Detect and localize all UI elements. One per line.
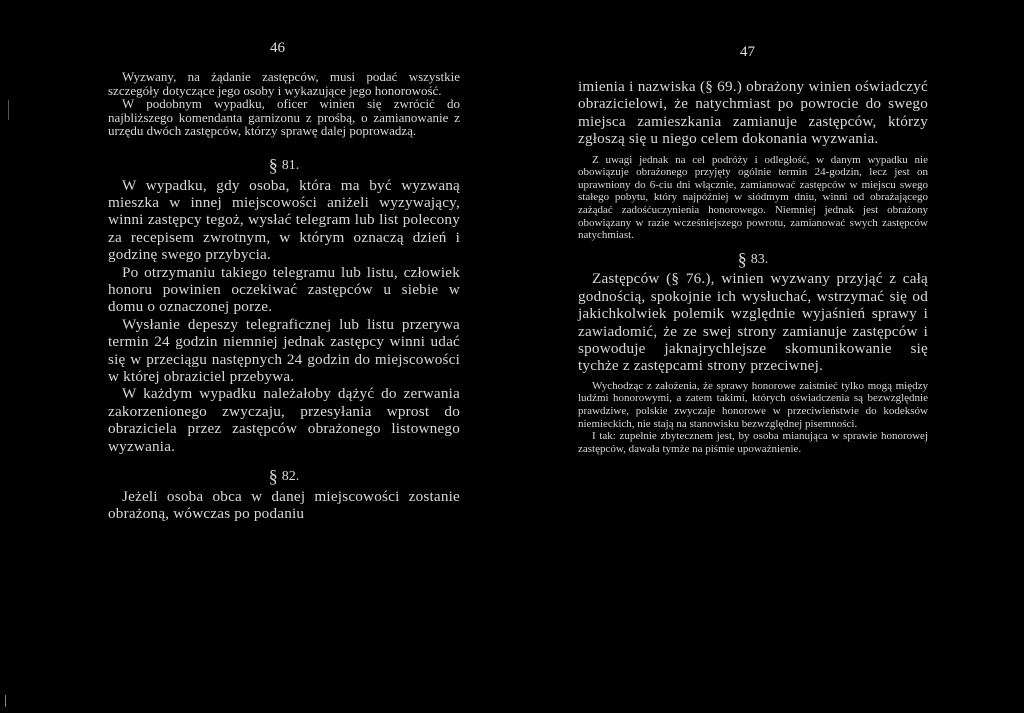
page-number-left: 46 — [270, 40, 285, 56]
section-symbol: § — [268, 154, 278, 175]
edge-mark — [5, 695, 6, 707]
section-symbol: § — [737, 248, 747, 269]
paragraph-81-a: W wypadku, gdy osoba, która ma być wyzwaną mieszka w innej miejscowości aniżeli wyzywający, winni zastępcy tegoż, wysłać telegram lub list polecony za recepisem zwrotnym, w którym oznaczą dzień i godzinę swego przybycia. — [108, 176, 460, 264]
paragraph-81-c: Wysłanie depeszy telegraficznej lub listu przerywa termin 24 godzin niemniej jednak zastępcy winni udać się w przeciągu następnych 24 godzin do miejscowości w której obraziciel przebywa. — [108, 315, 460, 386]
section-number: 82. — [281, 469, 300, 485]
paragraph-83-a: Zastępców (§ 76.), winien wyzwany przyjąć z całą godnością, spokojnie ich wysłuchać, wstrzymać się od jakichkolwiek polemik względnie wyjaśnień sprawy i zawiadomić, że ze swej strony zamianuje zastępców i spowoduje jaknajrychlejsze skomunikowanie się tychże z zastępcami strony przeciwnej. — [578, 270, 928, 375]
paragraph-81-b: Po otrzymaniu takiego telegramu lub listu, człowiek honoru powinien oczekiwać zastępców u siebie w domu o oznaczonej porze. — [108, 263, 460, 316]
footnote-3: I tak: zupełnie zbytecznem jest, by osoba mianująca w sprawie honorowej zastępców, dawała tymże na piśmie upoważnienie. — [578, 430, 928, 455]
intro-paragraph-1: Wyzwany, na żądanie zastępców, musi podać wszystkie szczegóły dotyczące jego osoby i wykazujące jego honorowość. — [108, 69, 460, 98]
paragraph-81-d: W każdym wypadku należałoby dążyć do zerwania zakorzenionego zwyczaju, przesyłania wprost do obraziciela przez zastępców obrażonego listownego wyzwania. — [108, 385, 460, 455]
right-page-column — [578, 78, 928, 455]
section-heading-81 — [108, 154, 460, 175]
footnote-2: Wychodząc z założenia, że sprawy honorowe zaistnieć tylko mogą między ludźmi honorowymi, a zatem takimi, których oświadczenia są bezwzględnie prawdziwe, polskie zwyczaje honorowe w przeciwieństwie do kodeksów niemieckich, nie stają na stanowisku bezwzględnej pisemności. — [578, 379, 928, 430]
edge-mark-top — [8, 100, 9, 120]
footnote-1: Z uwagi jednak na cel podróży i odległość, w danym wypadku nie obowiązuje obrażonego przyjęty ogólnie termin 24-godzin, lecz jest on uprawniony do 6-ciu dni włącznie, zamianować zastępców w miejscu swego stałego pobytu, który najpóźniej w siódmym dniu, winni od obrażającego zażądać zadośćuczynienia honorowego. Niemniej jednak jest obrażony obowiązany w razie wcześniejszego powrotu, zamianować swych zastępców natychmiast. — [578, 153, 928, 242]
left-page-column — [108, 70, 460, 522]
paragraph-82-a: Jeżeli osoba obca w danej miejscowości zostanie obrażoną, wówczas po podaniu — [108, 487, 460, 523]
section-heading-82 — [108, 466, 460, 487]
page-number-right: 47 — [740, 44, 755, 60]
section-heading-83 — [578, 248, 928, 269]
section-number: 81. — [281, 157, 300, 173]
section-number: 83. — [750, 251, 769, 267]
section-symbol: § — [268, 466, 278, 487]
paragraph-continued: imienia i nazwiska (§ 69.) obrażony winien oświadczyć obrazicielowi, że natychmiast po powrocie do swego miejsca zamieszkania zamianuje zastępców, którzy zgłoszą się u niego celem dokonania wyzwania. — [578, 78, 928, 148]
intro-paragraph-2: W podobnym wypadku, oficer winien się zwrócić do najbliższego komendanta garnizonu z prośbą, o zamianowanie z urzędu dwóch zastępców, którzy sprawę dalej poprowadzą. — [108, 96, 460, 139]
